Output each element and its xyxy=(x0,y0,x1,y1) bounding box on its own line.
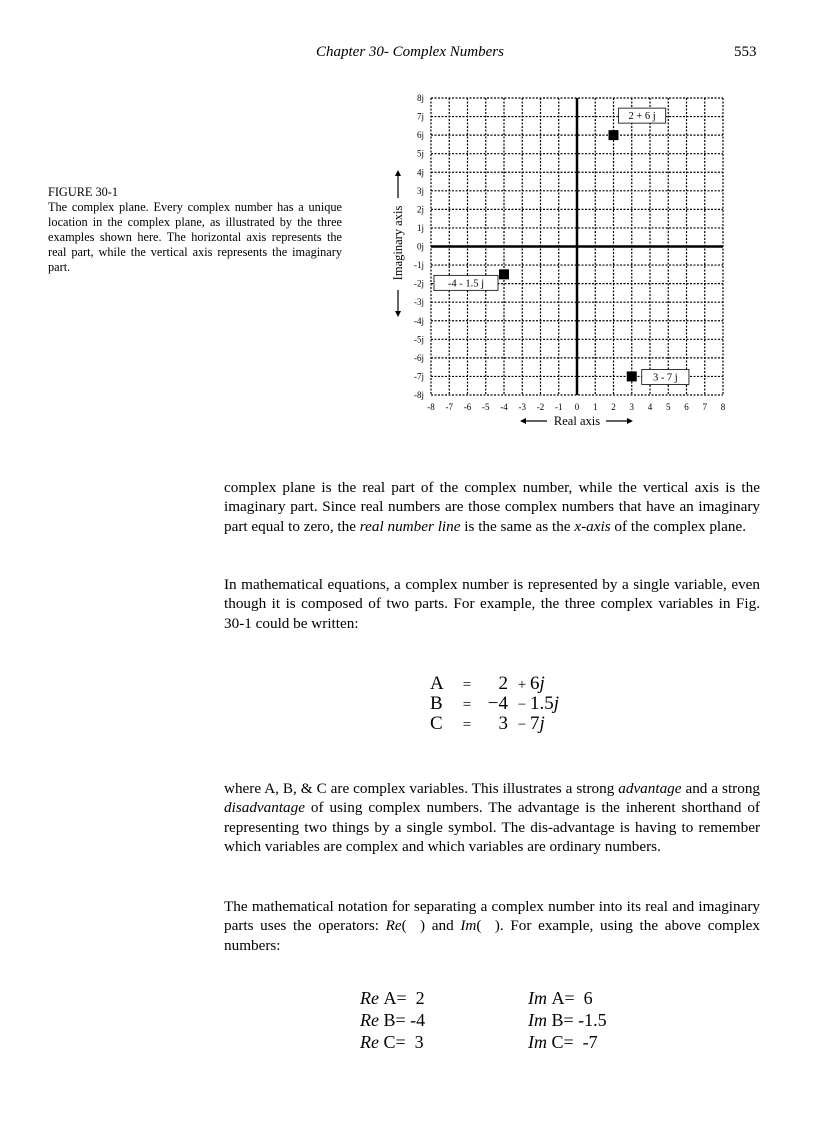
y-tick-label: 1j xyxy=(416,222,424,233)
variable: A xyxy=(383,988,397,1008)
arrow-up-head-icon xyxy=(395,170,401,176)
data-point xyxy=(499,269,509,279)
point-label: -4 - 1.5 j xyxy=(447,278,485,290)
caption-text: The complex plane. Every complex number has a unique location in the complex plane, as illustrated by the three examples shown here. The horizontal axis represents the real part, while the vertical axis represents the imaginary part. xyxy=(48,200,342,274)
arrow-down-head-icon xyxy=(395,311,401,317)
operator: Re xyxy=(360,988,384,1008)
complex-plane-chart xyxy=(0,0,816,440)
operator: Im xyxy=(528,1010,552,1030)
y-tick-label: 6j xyxy=(416,130,424,141)
equation-imag: 6 xyxy=(530,673,540,694)
y-tick-label: -8j xyxy=(414,390,424,400)
equation-var: A xyxy=(430,673,444,694)
point-label: 3 - 7 j xyxy=(652,372,678,384)
equation-line xyxy=(430,713,545,736)
variable: A xyxy=(551,988,565,1008)
x-tick-label: 0 xyxy=(574,402,580,412)
equation-eq: = xyxy=(462,677,472,693)
equation-op: + xyxy=(517,677,527,693)
y-tick-label: 7j xyxy=(416,111,424,122)
equation-op: − xyxy=(517,717,527,733)
y-tick-label: 4j xyxy=(416,167,424,178)
operator: Re xyxy=(360,1010,384,1030)
value: = 3 xyxy=(395,1032,424,1052)
real-part-line xyxy=(360,1031,424,1053)
y-tick-label: -2j xyxy=(414,278,424,289)
paragraph-4: The mathematical notation for separating a complex number into its real and imaginary parts uses the operators: Re( ) and Im( ). For example, using the above complex numbers: xyxy=(224,898,761,954)
imag-part-line xyxy=(528,1031,598,1053)
x-tick-label: -2 xyxy=(536,402,545,412)
equation-real: 2 xyxy=(498,673,508,694)
operator: Re xyxy=(360,1032,384,1052)
y-tick-label: 0j xyxy=(416,241,424,252)
y-tick-label: -1j xyxy=(414,260,424,271)
chapter-title: Chapter 30- Complex Numbers xyxy=(316,44,504,60)
equation-j: j xyxy=(539,713,545,734)
y-tick-label: -4j xyxy=(414,315,424,326)
x-tick-label: 8 xyxy=(720,402,726,412)
x-tick-label: 7 xyxy=(702,402,707,412)
equation-eq: = xyxy=(462,697,472,713)
value: = -1.5 xyxy=(563,1010,607,1030)
x-tick-label: 1 xyxy=(593,402,598,412)
equation-j: j xyxy=(539,673,545,694)
x-tick-label: 4 xyxy=(647,402,653,412)
value: = 2 xyxy=(396,988,425,1008)
real-part-line xyxy=(360,987,425,1009)
y-tick-label: -6j xyxy=(414,352,424,363)
x-tick-label: 2 xyxy=(611,402,616,412)
data-point xyxy=(627,371,637,381)
value: = -4 xyxy=(395,1010,426,1030)
equation-real: 3 xyxy=(498,713,508,734)
y-tick-label: -7j xyxy=(414,371,424,382)
y-tick-label: 2j xyxy=(416,204,424,215)
real-part-line xyxy=(360,1009,425,1031)
point-label: 2 + 6 j xyxy=(628,111,656,123)
x-tick-label: -8 xyxy=(427,402,435,412)
imag-part-line xyxy=(528,1009,607,1031)
arrow-right-head-icon xyxy=(627,418,633,424)
operator: Im xyxy=(528,988,552,1008)
x-tick-label: -1 xyxy=(555,402,563,412)
paragraph-1: complex plane is the real part of the complex number, while the vertical axis is the imaginary part. Since real numbers are those complex numbers that have an imaginary part equal to zero, the real number line is the same as the x-axis of the complex plane. xyxy=(224,479,760,535)
equation-var: B xyxy=(430,693,443,714)
x-tick-label: -4 xyxy=(500,402,508,412)
x-tick-label: -6 xyxy=(463,402,472,412)
variable: B xyxy=(551,1010,564,1030)
x-axis-label: Real axis xyxy=(553,414,601,428)
y-tick-label: 5j xyxy=(416,148,424,159)
equation-op: − xyxy=(517,697,527,713)
equation-imag: 7 xyxy=(530,713,540,734)
figure-label: FIGURE 30-1 xyxy=(48,185,119,199)
y-tick-label: -5j xyxy=(414,334,424,345)
value: = -7 xyxy=(563,1032,598,1052)
value: = 6 xyxy=(564,988,593,1008)
x-tick-label: 6 xyxy=(684,402,689,412)
data-point xyxy=(609,130,619,140)
variable: B xyxy=(383,1010,396,1030)
variable: C xyxy=(383,1032,396,1052)
operator: Im xyxy=(528,1032,552,1052)
x-tick-label: -3 xyxy=(518,402,526,412)
equation-real: −4 xyxy=(487,693,508,714)
paragraph-3: where A, B, & C are complex variables. This illustrates a strong advantage and a strong disadvantage of using complex numbers. The advantage is the inherent shorthand of representing two things by a single symbol. The dis-advantage is having to remember which variables are complex and which variables are ordinary numbers. xyxy=(224,780,761,856)
x-tick-label: -7 xyxy=(445,402,453,412)
y-tick-label: 3j xyxy=(416,185,424,196)
page-number: 553 xyxy=(734,44,757,60)
x-tick-label: 3 xyxy=(629,402,634,412)
equation-j: j xyxy=(553,693,560,714)
variable: C xyxy=(551,1032,564,1052)
equation-imag: 1.5 xyxy=(530,693,554,714)
arrow-left-head-icon xyxy=(520,418,526,424)
x-tick-label: -5 xyxy=(482,402,490,412)
equation-eq: = xyxy=(462,717,472,733)
imag-part-line xyxy=(528,987,593,1009)
equation-var: C xyxy=(430,713,443,734)
x-tick-label: 5 xyxy=(666,402,671,412)
y-axis-label: Imaginary axis xyxy=(391,205,405,281)
y-tick-label: -3j xyxy=(414,297,424,308)
y-tick-label: 8j xyxy=(416,93,424,103)
paragraph-2: In mathematical equations, a complex number is represented by a single variable, even though it is composed of two parts. For example, the three complex variables in Fig. 30-1 could be written: xyxy=(224,576,760,632)
